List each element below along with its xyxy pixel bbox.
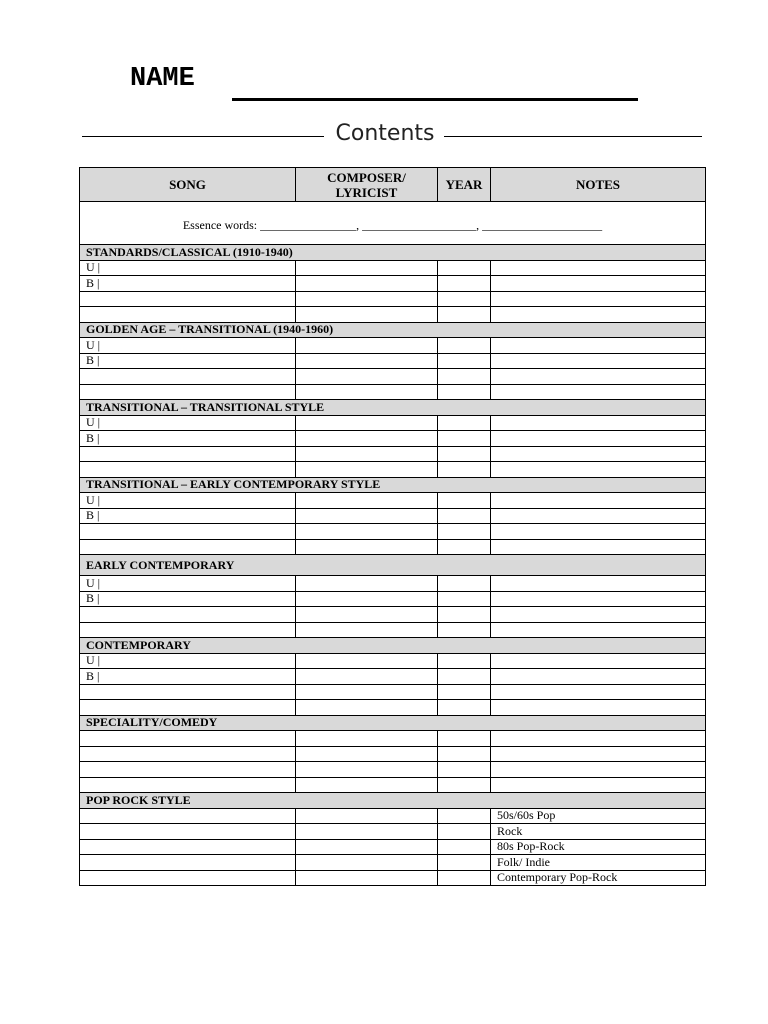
composer-cell[interactable] bbox=[296, 446, 438, 462]
table-row bbox=[80, 746, 706, 762]
song-cell[interactable] bbox=[80, 462, 296, 478]
table-row bbox=[80, 808, 706, 824]
composer-cell[interactable] bbox=[296, 777, 438, 793]
song-cell[interactable]: B | bbox=[80, 353, 296, 369]
year-cell[interactable] bbox=[438, 415, 491, 431]
song-cell[interactable]: U | bbox=[80, 415, 296, 431]
table-row bbox=[80, 446, 706, 462]
year-cell[interactable] bbox=[438, 353, 491, 369]
song-cell[interactable] bbox=[80, 369, 296, 385]
notes-cell[interactable] bbox=[491, 462, 706, 478]
song-cell[interactable]: B | bbox=[80, 276, 296, 292]
year-cell[interactable] bbox=[438, 260, 491, 276]
year-cell[interactable] bbox=[438, 276, 491, 292]
composer-cell[interactable] bbox=[296, 684, 438, 700]
table-row bbox=[80, 870, 706, 886]
notes-cell[interactable] bbox=[491, 276, 706, 292]
notes-cell[interactable] bbox=[491, 591, 706, 607]
composer-cell[interactable] bbox=[296, 276, 438, 292]
notes-cell[interactable] bbox=[491, 369, 706, 385]
table-row bbox=[80, 260, 706, 276]
song-cell[interactable] bbox=[80, 870, 296, 886]
notes-cell[interactable] bbox=[491, 508, 706, 524]
composer-cell[interactable] bbox=[296, 338, 438, 354]
song-cell[interactable] bbox=[80, 839, 296, 855]
notes-cell[interactable] bbox=[491, 338, 706, 354]
section-header-row bbox=[80, 400, 706, 416]
notes-cell[interactable] bbox=[491, 653, 706, 669]
section-title: STANDARDS/CLASSICAL (1910-1940) bbox=[80, 245, 706, 261]
section-header-row bbox=[80, 245, 706, 261]
table-row bbox=[80, 700, 706, 716]
song-cell[interactable] bbox=[80, 746, 296, 762]
table-row bbox=[80, 307, 706, 323]
column-header-song: SONG bbox=[80, 168, 296, 202]
year-cell[interactable] bbox=[438, 384, 491, 400]
contents-rule-right bbox=[444, 136, 702, 137]
year-cell[interactable] bbox=[438, 462, 491, 478]
repertoire-table bbox=[79, 167, 706, 886]
section-title: CONTEMPORARY bbox=[80, 638, 706, 654]
composer-cell[interactable] bbox=[296, 622, 438, 638]
composer-cell[interactable] bbox=[296, 669, 438, 685]
composer-cell[interactable] bbox=[296, 576, 438, 592]
year-cell[interactable] bbox=[438, 855, 491, 871]
table-header-row bbox=[80, 168, 706, 202]
composer-cell[interactable] bbox=[296, 291, 438, 307]
table-row bbox=[80, 539, 706, 555]
year-cell[interactable] bbox=[438, 808, 491, 824]
song-cell[interactable] bbox=[80, 762, 296, 778]
table-row bbox=[80, 576, 706, 592]
table-row bbox=[80, 684, 706, 700]
song-cell[interactable]: U | bbox=[80, 576, 296, 592]
table-row bbox=[80, 353, 706, 369]
song-cell[interactable] bbox=[80, 777, 296, 793]
table-row bbox=[80, 653, 706, 669]
section-header-row bbox=[80, 555, 706, 576]
composer-cell[interactable] bbox=[296, 746, 438, 762]
notes-cell[interactable]: Contemporary Pop-Rock bbox=[491, 870, 706, 886]
notes-cell[interactable] bbox=[491, 524, 706, 540]
song-cell[interactable] bbox=[80, 731, 296, 747]
notes-cell[interactable] bbox=[491, 622, 706, 638]
section-title: POP ROCK STYLE bbox=[80, 793, 706, 809]
table-row bbox=[80, 824, 706, 840]
composer-cell[interactable] bbox=[296, 353, 438, 369]
song-cell[interactable]: B | bbox=[80, 669, 296, 685]
year-cell[interactable] bbox=[438, 508, 491, 524]
notes-cell[interactable] bbox=[491, 539, 706, 555]
composer-cell[interactable] bbox=[296, 808, 438, 824]
section-title: GOLDEN AGE – TRANSITIONAL (1940-1960) bbox=[80, 322, 706, 338]
notes-cell[interactable] bbox=[491, 493, 706, 509]
composer-cell[interactable] bbox=[296, 384, 438, 400]
section-header-row bbox=[80, 322, 706, 338]
table-row bbox=[80, 369, 706, 385]
notes-cell[interactable] bbox=[491, 384, 706, 400]
table-row bbox=[80, 508, 706, 524]
composer-cell[interactable] bbox=[296, 700, 438, 716]
composer-cell[interactable] bbox=[296, 870, 438, 886]
table-row bbox=[80, 669, 706, 685]
notes-cell[interactable] bbox=[491, 260, 706, 276]
notes-cell[interactable] bbox=[491, 746, 706, 762]
table-row bbox=[80, 415, 706, 431]
table-row bbox=[80, 591, 706, 607]
section-header-row bbox=[80, 715, 706, 731]
year-cell[interactable] bbox=[438, 307, 491, 323]
notes-cell[interactable] bbox=[491, 762, 706, 778]
table-row bbox=[80, 607, 706, 623]
song-cell[interactable] bbox=[80, 684, 296, 700]
song-cell[interactable] bbox=[80, 307, 296, 323]
notes-cell[interactable] bbox=[491, 353, 706, 369]
year-cell[interactable] bbox=[438, 338, 491, 354]
song-cell[interactable] bbox=[80, 700, 296, 716]
composer-cell[interactable] bbox=[296, 415, 438, 431]
song-cell[interactable]: U | bbox=[80, 653, 296, 669]
notes-cell[interactable]: Folk/ Indie bbox=[491, 855, 706, 871]
essence-row bbox=[80, 202, 706, 245]
section-header-row bbox=[80, 793, 706, 809]
composer-cell[interactable] bbox=[296, 762, 438, 778]
table-row bbox=[80, 855, 706, 871]
song-cell[interactable] bbox=[80, 855, 296, 871]
composer-cell[interactable] bbox=[296, 508, 438, 524]
table-row bbox=[80, 291, 706, 307]
notes-cell[interactable] bbox=[491, 415, 706, 431]
song-cell[interactable] bbox=[80, 446, 296, 462]
composer-cell[interactable] bbox=[296, 539, 438, 555]
year-cell[interactable] bbox=[438, 746, 491, 762]
table-row bbox=[80, 524, 706, 540]
year-cell[interactable] bbox=[438, 622, 491, 638]
notes-cell[interactable] bbox=[491, 700, 706, 716]
contents-heading bbox=[82, 120, 702, 152]
song-cell[interactable] bbox=[80, 824, 296, 840]
year-cell[interactable] bbox=[438, 824, 491, 840]
year-cell[interactable] bbox=[438, 431, 491, 447]
composer-cell[interactable] bbox=[296, 369, 438, 385]
column-header-composer: COMPOSER/ LYRICIST bbox=[296, 168, 438, 202]
year-cell[interactable] bbox=[438, 369, 491, 385]
notes-cell[interactable] bbox=[491, 431, 706, 447]
composer-cell[interactable] bbox=[296, 607, 438, 623]
song-cell[interactable]: B | bbox=[80, 508, 296, 524]
section-title: EARLY CONTEMPORARY bbox=[80, 555, 706, 576]
notes-cell[interactable] bbox=[491, 731, 706, 747]
year-cell[interactable] bbox=[438, 607, 491, 623]
year-cell[interactable] bbox=[438, 731, 491, 747]
essence-words[interactable]: Essence words: ________________, ___________________, ____________________ bbox=[80, 202, 706, 245]
song-cell[interactable] bbox=[80, 539, 296, 555]
table-row bbox=[80, 276, 706, 292]
notes-cell[interactable] bbox=[491, 607, 706, 623]
song-cell[interactable] bbox=[80, 622, 296, 638]
song-cell[interactable] bbox=[80, 607, 296, 623]
name-label: NAME bbox=[130, 64, 195, 94]
year-cell[interactable] bbox=[438, 446, 491, 462]
table-row bbox=[80, 622, 706, 638]
notes-cell[interactable] bbox=[491, 777, 706, 793]
table-row bbox=[80, 338, 706, 354]
year-cell[interactable] bbox=[438, 700, 491, 716]
song-cell[interactable] bbox=[80, 524, 296, 540]
year-cell[interactable] bbox=[438, 591, 491, 607]
table-row bbox=[80, 839, 706, 855]
year-cell[interactable] bbox=[438, 291, 491, 307]
name-entry-line[interactable] bbox=[232, 98, 638, 101]
song-cell[interactable]: U | bbox=[80, 338, 296, 354]
table-row bbox=[80, 731, 706, 747]
composer-cell[interactable] bbox=[296, 855, 438, 871]
composer-cell[interactable] bbox=[296, 653, 438, 669]
contents-title: Contents bbox=[335, 121, 435, 146]
song-cell[interactable]: U | bbox=[80, 493, 296, 509]
composer-cell[interactable] bbox=[296, 591, 438, 607]
year-cell[interactable] bbox=[438, 839, 491, 855]
song-cell[interactable]: B | bbox=[80, 591, 296, 607]
section-header-row bbox=[80, 638, 706, 654]
notes-cell[interactable]: Rock bbox=[491, 824, 706, 840]
composer-cell[interactable] bbox=[296, 824, 438, 840]
table-row bbox=[80, 493, 706, 509]
table-row bbox=[80, 462, 706, 478]
notes-cell[interactable] bbox=[491, 576, 706, 592]
contents-rule-left bbox=[82, 136, 324, 137]
year-cell[interactable] bbox=[438, 777, 491, 793]
section-title: TRANSITIONAL – TRANSITIONAL STYLE bbox=[80, 400, 706, 416]
song-cell[interactable]: B | bbox=[80, 431, 296, 447]
table-row bbox=[80, 431, 706, 447]
composer-cell[interactable] bbox=[296, 493, 438, 509]
year-cell[interactable] bbox=[438, 870, 491, 886]
composer-cell[interactable] bbox=[296, 524, 438, 540]
song-cell[interactable]: U | bbox=[80, 260, 296, 276]
section-title: TRANSITIONAL – EARLY CONTEMPORARY STYLE bbox=[80, 477, 706, 493]
year-cell[interactable] bbox=[438, 539, 491, 555]
section-title: SPECIALITY/COMEDY bbox=[80, 715, 706, 731]
notes-cell[interactable]: 50s/60s Pop bbox=[491, 808, 706, 824]
year-cell[interactable] bbox=[438, 524, 491, 540]
composer-cell[interactable] bbox=[296, 839, 438, 855]
composer-cell[interactable] bbox=[296, 260, 438, 276]
table-row bbox=[80, 762, 706, 778]
section-header-row bbox=[80, 477, 706, 493]
song-cell[interactable] bbox=[80, 291, 296, 307]
column-header-notes: NOTES bbox=[491, 168, 706, 202]
year-cell[interactable] bbox=[438, 653, 491, 669]
notes-cell[interactable] bbox=[491, 684, 706, 700]
composer-cell[interactable] bbox=[296, 307, 438, 323]
year-cell[interactable] bbox=[438, 684, 491, 700]
notes-cell[interactable] bbox=[491, 446, 706, 462]
song-cell[interactable] bbox=[80, 808, 296, 824]
year-cell[interactable] bbox=[438, 493, 491, 509]
notes-cell[interactable] bbox=[491, 291, 706, 307]
year-cell[interactable] bbox=[438, 669, 491, 685]
song-cell[interactable] bbox=[80, 384, 296, 400]
notes-cell[interactable]: 80s Pop-Rock bbox=[491, 839, 706, 855]
column-header-year: YEAR bbox=[438, 168, 491, 202]
composer-cell[interactable] bbox=[296, 731, 438, 747]
year-cell[interactable] bbox=[438, 576, 491, 592]
composer-cell[interactable] bbox=[296, 431, 438, 447]
table-row bbox=[80, 384, 706, 400]
notes-cell[interactable] bbox=[491, 669, 706, 685]
table-row bbox=[80, 777, 706, 793]
composer-cell[interactable] bbox=[296, 462, 438, 478]
year-cell[interactable] bbox=[438, 762, 491, 778]
notes-cell[interactable] bbox=[491, 307, 706, 323]
